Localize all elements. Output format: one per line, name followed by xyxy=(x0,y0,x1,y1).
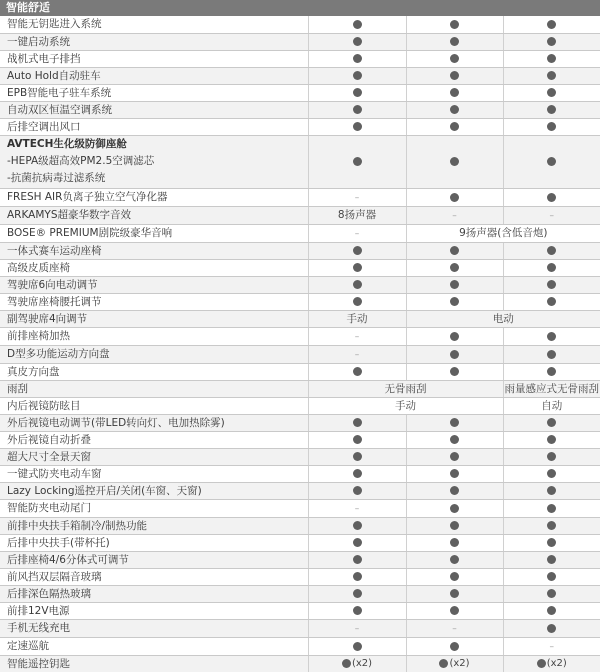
standard-dot-icon xyxy=(547,624,556,633)
standard-dot-icon xyxy=(450,246,459,255)
standard-dot-icon xyxy=(353,37,362,46)
standard-dot-icon xyxy=(547,452,556,461)
not-available-dash: – xyxy=(452,210,457,221)
feature-name: FRESH AIR负离子独立空气净化器 xyxy=(0,188,308,206)
spec-value xyxy=(406,448,503,465)
spec-value xyxy=(308,84,406,101)
spec-value xyxy=(308,619,406,637)
spec-value xyxy=(503,293,600,310)
spec-value xyxy=(406,585,503,602)
spec-row xyxy=(0,380,600,397)
feature-name: 一体式赛车运动座椅 xyxy=(0,242,308,259)
standard-dot-icon xyxy=(450,332,459,341)
spec-row xyxy=(0,84,600,101)
spec-value: 8扬声器 xyxy=(308,206,406,224)
spec-value xyxy=(406,293,503,310)
spec-value xyxy=(503,101,600,118)
spec-value xyxy=(308,499,406,517)
quantity-label: (x2) xyxy=(449,657,470,669)
spec-row xyxy=(0,568,600,585)
spec-value xyxy=(503,67,600,84)
feature-name: 超大尺寸全景天窗 xyxy=(0,448,308,465)
spec-row xyxy=(0,16,600,33)
standard-dot-icon xyxy=(353,435,362,444)
spec-value: 自动 xyxy=(503,397,600,414)
spec-value xyxy=(503,414,600,431)
spec-row xyxy=(0,482,600,499)
feature-name: 高级皮质座椅 xyxy=(0,259,308,276)
spec-value xyxy=(308,188,406,206)
spec-value xyxy=(406,118,503,135)
spec-row xyxy=(0,206,600,224)
spec-value xyxy=(406,135,503,188)
standard-dot-icon xyxy=(547,367,556,376)
comfort-spec-table xyxy=(0,16,600,672)
feature-name: BOSE® PREMIUM剧院级豪华音响 xyxy=(0,224,308,242)
standard-dot-icon xyxy=(547,486,556,495)
not-available-dash: – xyxy=(354,349,360,360)
spec-row xyxy=(0,431,600,448)
standard-dot-icon xyxy=(353,71,362,80)
feature-name: 外后视镜自动折叠 xyxy=(0,431,308,448)
feature-name: 副驾驶席4向调节 xyxy=(0,310,308,327)
spec-row xyxy=(0,293,600,310)
standard-dot-icon xyxy=(353,297,362,306)
spec-value xyxy=(308,242,406,259)
spec-value xyxy=(406,568,503,585)
standard-dot-icon xyxy=(450,122,459,131)
spec-value xyxy=(503,206,600,224)
standard-dot-icon xyxy=(547,54,556,63)
spec-value xyxy=(406,414,503,431)
spec-value xyxy=(308,363,406,380)
feature-name: 前排座椅加热 xyxy=(0,327,308,345)
standard-dot-icon xyxy=(547,193,556,202)
standard-dot-icon xyxy=(547,350,556,359)
feature-name: 内后视镜防眩目 xyxy=(0,397,308,414)
spec-row xyxy=(0,188,600,206)
spec-value xyxy=(308,118,406,135)
spec-value: 手动 xyxy=(308,397,503,414)
standard-dot-icon xyxy=(353,452,362,461)
spec-row xyxy=(0,345,600,363)
quantity-label: (x2) xyxy=(546,657,567,669)
standard-dot-icon xyxy=(450,350,459,359)
spec-value xyxy=(406,67,503,84)
standard-dot-icon xyxy=(537,659,546,668)
standard-dot-icon xyxy=(353,54,362,63)
spec-row xyxy=(0,101,600,118)
spec-value xyxy=(503,16,600,33)
spec-value xyxy=(308,293,406,310)
not-available-dash: – xyxy=(354,192,360,203)
standard-dot-icon xyxy=(450,20,459,29)
spec-value xyxy=(406,551,503,568)
spec-value xyxy=(308,276,406,293)
standard-dot-icon xyxy=(450,54,459,63)
spec-value xyxy=(308,482,406,499)
spec-value xyxy=(308,448,406,465)
standard-dot-icon xyxy=(547,280,556,289)
spec-value xyxy=(503,363,600,380)
standard-dot-icon xyxy=(547,572,556,581)
standard-dot-icon xyxy=(439,659,448,668)
standard-dot-icon xyxy=(547,555,556,564)
standard-dot-icon xyxy=(353,642,362,651)
feature-name: Auto Hold自动驻车 xyxy=(0,67,308,84)
standard-dot-icon xyxy=(353,88,362,97)
spec-value xyxy=(406,84,503,101)
not-available-dash: – xyxy=(549,210,554,221)
feature-name: 驾驶席6向电动调节 xyxy=(0,276,308,293)
spec-value xyxy=(503,135,600,188)
standard-dot-icon xyxy=(450,538,459,547)
standard-dot-icon xyxy=(353,20,362,29)
spec-value xyxy=(406,242,503,259)
spec-value xyxy=(308,33,406,50)
standard-dot-icon xyxy=(450,452,459,461)
spec-value: 电动 xyxy=(406,310,600,327)
feature-name: 智能无钥匙进入系统 xyxy=(0,16,308,33)
spec-value xyxy=(308,637,406,655)
standard-dot-icon xyxy=(353,521,362,530)
standard-dot-icon xyxy=(450,435,459,444)
spec-value xyxy=(308,345,406,363)
not-available-dash: – xyxy=(354,331,360,342)
spec-value xyxy=(308,67,406,84)
spec-value xyxy=(406,33,503,50)
not-available-dash: – xyxy=(354,503,360,514)
feature-name: 驾驶席座椅腰托调节 xyxy=(0,293,308,310)
standard-dot-icon xyxy=(353,157,362,166)
feature-name: 一键启动系统 xyxy=(0,33,308,50)
spec-value xyxy=(503,482,600,499)
spec-value xyxy=(308,50,406,67)
spec-row xyxy=(0,259,600,276)
spec-value xyxy=(308,431,406,448)
spec-value xyxy=(503,431,600,448)
standard-dot-icon xyxy=(547,88,556,97)
spec-value xyxy=(503,259,600,276)
spec-value xyxy=(308,534,406,551)
standard-dot-icon xyxy=(353,589,362,598)
standard-dot-icon xyxy=(547,37,556,46)
spec-value xyxy=(308,224,406,242)
not-available-dash: – xyxy=(549,641,554,652)
standard-dot-icon xyxy=(353,538,362,547)
standard-dot-icon xyxy=(547,469,556,478)
feature-name: 定速巡航 xyxy=(0,637,308,655)
feature-name: 真皮方向盘 xyxy=(0,363,308,380)
feature-name: 前风挡双层隔音玻璃 xyxy=(0,568,308,585)
spec-row xyxy=(0,67,600,84)
standard-dot-icon xyxy=(353,122,362,131)
spec-value xyxy=(503,619,600,637)
standard-dot-icon xyxy=(353,367,362,376)
spec-value xyxy=(503,499,600,517)
spec-value xyxy=(503,602,600,619)
feature-name: 一键式防夹电动车窗 xyxy=(0,465,308,482)
standard-dot-icon xyxy=(450,157,459,166)
spec-value xyxy=(308,517,406,534)
spec-value xyxy=(406,619,503,637)
standard-dot-icon xyxy=(547,20,556,29)
feature-name: 后排中央扶手(带杯托) xyxy=(0,534,308,551)
spec-value xyxy=(406,517,503,534)
spec-value xyxy=(406,465,503,482)
spec-row xyxy=(0,363,600,380)
spec-value xyxy=(406,276,503,293)
spec-row xyxy=(0,465,600,482)
section-title: 智能舒适 xyxy=(6,1,50,14)
spec-row xyxy=(0,414,600,431)
spec-value xyxy=(406,363,503,380)
feature-name: ARKAMYS超豪华数字音效 xyxy=(0,206,308,224)
standard-dot-icon xyxy=(353,572,362,581)
feature-name: Lazy Locking遥控开启/关闭(车窗、天窗) xyxy=(0,482,308,499)
standard-dot-icon xyxy=(450,71,459,80)
spec-value xyxy=(503,33,600,50)
standard-dot-icon xyxy=(450,37,459,46)
feature-name: 战机式电子排挡 xyxy=(0,50,308,67)
feature-name: 前排12V电源 xyxy=(0,602,308,619)
feature-name: 后排深色隔热玻璃 xyxy=(0,585,308,602)
spec-row xyxy=(0,242,600,259)
standard-dot-icon xyxy=(547,418,556,427)
spec-value xyxy=(503,276,600,293)
feature-name: 外后视镜电动调节(带LED转向灯、电加热除雾) xyxy=(0,414,308,431)
spec-value xyxy=(406,655,503,672)
spec-value xyxy=(406,188,503,206)
spec-row xyxy=(0,619,600,637)
spec-value xyxy=(503,84,600,101)
spec-row xyxy=(0,637,600,655)
spec-row xyxy=(0,517,600,534)
standard-dot-icon xyxy=(547,538,556,547)
spec-value xyxy=(406,431,503,448)
standard-dot-icon xyxy=(450,88,459,97)
spec-row xyxy=(0,499,600,517)
section-header xyxy=(0,0,600,16)
standard-dot-icon xyxy=(342,659,351,668)
standard-dot-icon xyxy=(547,263,556,272)
feature-name: 自动双区恒温空调系统 xyxy=(0,101,308,118)
standard-dot-icon xyxy=(450,367,459,376)
feature-name: 前排中央扶手箱制冷/制热功能 xyxy=(0,517,308,534)
spec-value xyxy=(503,448,600,465)
spec-value xyxy=(406,50,503,67)
standard-dot-icon xyxy=(450,606,459,615)
spec-value xyxy=(503,568,600,585)
standard-dot-icon xyxy=(353,469,362,478)
spec-value xyxy=(308,16,406,33)
feature-name: D型多功能运动方向盘 xyxy=(0,345,308,363)
spec-row xyxy=(0,551,600,568)
spec-value xyxy=(406,534,503,551)
spec-row xyxy=(0,33,600,50)
spec-row xyxy=(0,397,600,414)
spec-row xyxy=(0,135,600,188)
spec-value xyxy=(308,551,406,568)
standard-dot-icon xyxy=(450,263,459,272)
spec-row xyxy=(0,276,600,293)
spec-value xyxy=(308,568,406,585)
feature-name: EPB智能电子驻车系统 xyxy=(0,84,308,101)
spec-row xyxy=(0,602,600,619)
standard-dot-icon xyxy=(450,572,459,581)
spec-value xyxy=(503,345,600,363)
standard-dot-icon xyxy=(450,193,459,202)
standard-dot-icon xyxy=(450,521,459,530)
spec-value xyxy=(406,327,503,345)
spec-row xyxy=(0,327,600,345)
standard-dot-icon xyxy=(547,71,556,80)
standard-dot-icon xyxy=(450,589,459,598)
spec-value xyxy=(406,482,503,499)
standard-dot-icon xyxy=(353,418,362,427)
spec-value xyxy=(503,585,600,602)
standard-dot-icon xyxy=(353,246,362,255)
standard-dot-icon xyxy=(450,418,459,427)
spec-value xyxy=(503,534,600,551)
spec-row xyxy=(0,50,600,67)
spec-value xyxy=(406,259,503,276)
spec-value: 手动 xyxy=(308,310,406,327)
spec-row xyxy=(0,534,600,551)
standard-dot-icon xyxy=(450,280,459,289)
spec-value xyxy=(308,259,406,276)
standard-dot-icon xyxy=(547,332,556,341)
spec-value xyxy=(308,135,406,188)
spec-value xyxy=(503,188,600,206)
standard-dot-icon xyxy=(547,105,556,114)
standard-dot-icon xyxy=(450,297,459,306)
spec-row xyxy=(0,310,600,327)
spec-row xyxy=(0,448,600,465)
spec-value xyxy=(308,465,406,482)
standard-dot-icon xyxy=(547,589,556,598)
spec-value xyxy=(406,16,503,33)
not-available-dash: – xyxy=(452,623,457,634)
standard-dot-icon xyxy=(353,263,362,272)
quantity-label: (x2) xyxy=(351,657,373,669)
standard-dot-icon xyxy=(450,469,459,478)
not-available-dash: – xyxy=(354,228,360,239)
spec-value xyxy=(503,655,600,672)
standard-dot-icon xyxy=(450,504,459,513)
feature-name: 智能防夹电动尾门 xyxy=(0,499,308,517)
standard-dot-icon xyxy=(450,105,459,114)
spec-row xyxy=(0,585,600,602)
spec-value xyxy=(503,50,600,67)
spec-value xyxy=(308,327,406,345)
feature-name: 后排座椅4/6分体式可调节 xyxy=(0,551,308,568)
standard-dot-icon xyxy=(547,521,556,530)
spec-value xyxy=(503,551,600,568)
standard-dot-icon xyxy=(547,246,556,255)
standard-dot-icon xyxy=(353,606,362,615)
spec-value xyxy=(503,327,600,345)
spec-value xyxy=(308,414,406,431)
spec-row xyxy=(0,655,600,672)
standard-dot-icon xyxy=(547,297,556,306)
spec-value xyxy=(406,602,503,619)
standard-dot-icon xyxy=(353,486,362,495)
not-available-dash: – xyxy=(354,623,360,634)
feature-name: 手机无线充电 xyxy=(0,619,308,637)
standard-dot-icon xyxy=(547,606,556,615)
spec-value xyxy=(406,345,503,363)
standard-dot-icon xyxy=(450,642,459,651)
spec-value xyxy=(406,101,503,118)
standard-dot-icon xyxy=(547,157,556,166)
feature-name: 雨刮 xyxy=(0,380,308,397)
standard-dot-icon xyxy=(450,555,459,564)
spec-value: 9扬声器(含低音炮) xyxy=(406,224,600,242)
spec-value xyxy=(406,206,503,224)
spec-value xyxy=(308,655,406,672)
spec-value xyxy=(503,517,600,534)
spec-value xyxy=(308,101,406,118)
spec-value: 无骨雨刮 xyxy=(308,380,503,397)
standard-dot-icon xyxy=(547,435,556,444)
spec-value xyxy=(503,242,600,259)
standard-dot-icon xyxy=(353,105,362,114)
spec-row xyxy=(0,118,600,135)
spec-value xyxy=(503,118,600,135)
spec-value xyxy=(308,585,406,602)
feature-name: AVTECH生化级防御座舱 -HEPA级超高效PM2.5空调滤芯 -抗菌抗病毒过滤系统 xyxy=(0,135,308,188)
standard-dot-icon xyxy=(547,122,556,131)
standard-dot-icon xyxy=(450,486,459,495)
feature-name: 智能遥控钥匙 xyxy=(0,655,308,672)
spec-value xyxy=(406,499,503,517)
feature-name: 后排空调出风口 xyxy=(0,118,308,135)
standard-dot-icon xyxy=(353,555,362,564)
spec-value xyxy=(308,602,406,619)
spec-value xyxy=(406,637,503,655)
spec-value xyxy=(503,465,600,482)
spec-row xyxy=(0,224,600,242)
standard-dot-icon xyxy=(547,504,556,513)
standard-dot-icon xyxy=(353,280,362,289)
spec-value xyxy=(503,637,600,655)
spec-value: 雨量感应式无骨雨刮 xyxy=(503,380,600,397)
